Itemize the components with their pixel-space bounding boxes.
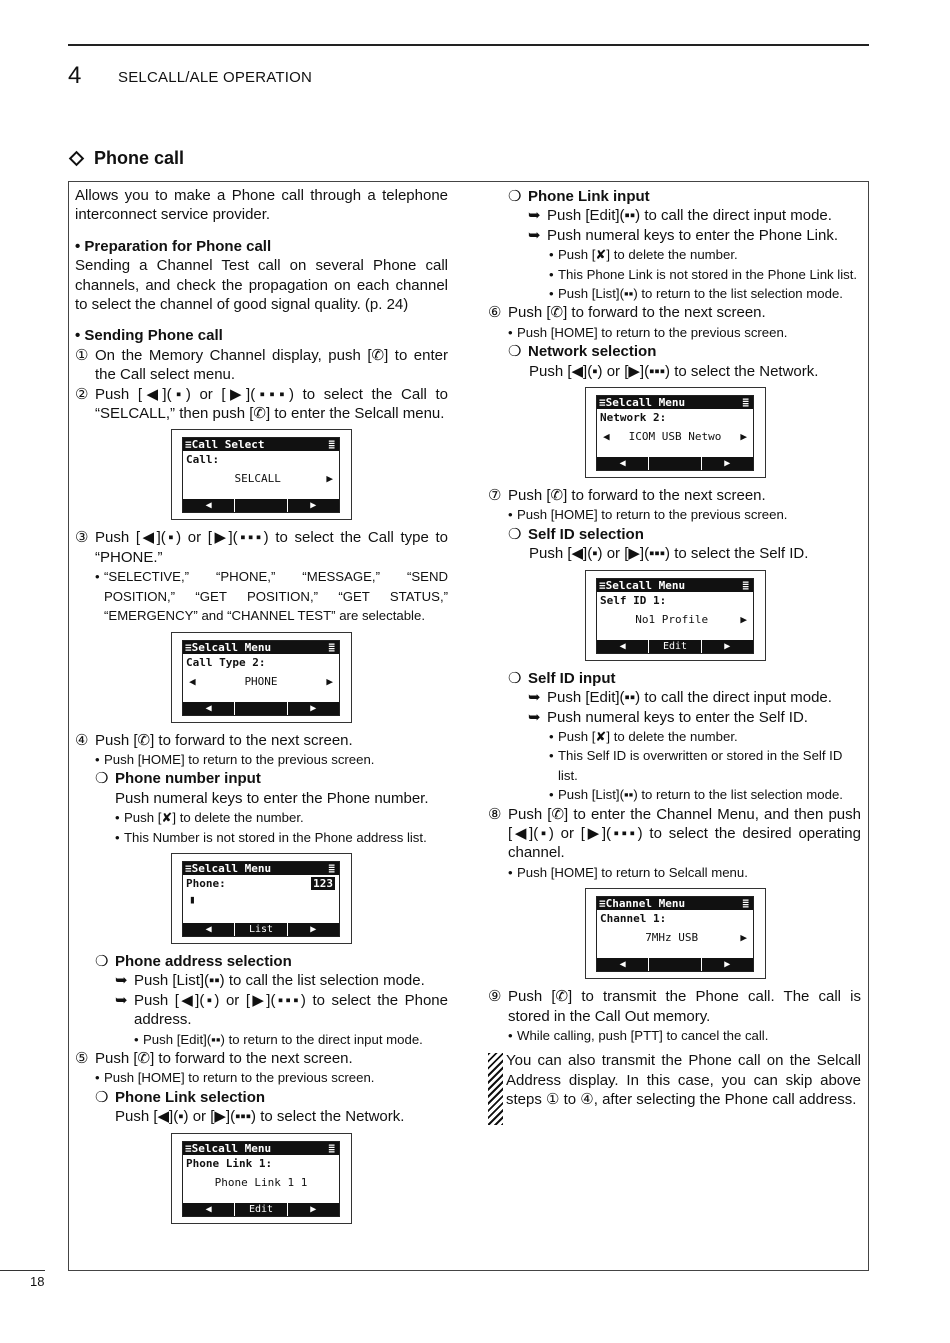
lcd-call-type: ≡Selcall Menu ≣ Call Type 2: ◀ PHONE ▶ ◀ ▶ xyxy=(171,632,352,723)
step-7-note: • Push [HOME] to return to the previous screen. xyxy=(508,507,788,523)
step-3: ③ Push [◀](▪) or [▶](▪▪▪) to select the Call type to “PHONE.” xyxy=(75,529,448,566)
lcd-phone-link: ≡Selcall Menu ≣ Phone Link 1: Phone Link 1 1 ◀ Edit ▶ xyxy=(171,1133,352,1224)
step-5: ⑤ Push [✆] to forward to the next screen. xyxy=(75,1049,353,1067)
step-9-note: • While calling, push [PTT] to cancel the call. xyxy=(508,1027,769,1043)
pni-note-b: • This Number is not stored in the Phone address list. xyxy=(115,829,427,845)
pli-b: ➥ Push numeral keys to enter the Phone Link. xyxy=(528,226,839,244)
page-number: 18 xyxy=(30,1274,45,1289)
pas-b: ➥ Push [◀](▪) or [▶](▪▪▪) to select the Phone address. xyxy=(115,991,448,1029)
step-9: ⑨ Push [✆] to transmit the Phone call. The call is stored in the Call Out memory. xyxy=(488,988,861,1025)
step-5-note: • Push [HOME] to return to the previous screen. xyxy=(95,1070,375,1086)
pls-body: Push [◀](▪) or [▶](▪▪▪) to select the Network. xyxy=(115,1108,405,1126)
header-rule xyxy=(68,44,869,46)
self-id-input-heading: ❍ Self ID input xyxy=(508,669,616,687)
pas-c: • Push [Edit](▪▪) to return to the direct input mode. xyxy=(134,1031,423,1047)
pni-note-a: • Push [✘] to delete the number. xyxy=(115,810,304,826)
section-title: Phone call xyxy=(94,148,185,168)
chapter-title: SELCALL/ALE OPERATION xyxy=(118,69,312,86)
lcd-phone-input: ≡Selcall Menu ≣ Phone: 123 ▮ ◀ List ▶ xyxy=(171,853,352,944)
pli-a: ➥ Push [Edit](▪▪) to call the direct input mode. xyxy=(528,207,832,225)
step-6-note: • Push [HOME] to return to the previous screen. xyxy=(508,324,788,340)
diamond-icon xyxy=(69,151,85,167)
sid-body: Push [◀](▪) or [▶](▪▪▪) to select the Self ID. xyxy=(529,545,809,563)
pas-a: ➥ Push [List](▪▪) to call the list selection mode. xyxy=(115,972,425,990)
send-heading: • Sending Phone call xyxy=(75,327,223,345)
step-3-note: • “SELECTIVE,” “PHONE,” “MESSAGE,” “SEND POSITION,” “GET POSITION,” “GET STATUS,” “EMERGENCY” and “CHANNEL TEST” are selectable. xyxy=(95,569,448,624)
left-column xyxy=(75,186,448,1232)
step-8: ⑧ Push [✆] to enter the Channel Menu, and then push [◀](▪) or [▶](▪▪▪) to select the desired operating channel. xyxy=(488,805,861,862)
step-4-note: • Push [HOME] to return to the previous screen. xyxy=(95,751,375,767)
prep-body: Sending a Channel Test call on several Phone call channels, and check the propagation on each channel to select the channel of good signal quality. (p. 24) xyxy=(75,257,448,314)
step-6: ⑥ Push [✆] to forward to the next screen. xyxy=(488,304,766,322)
lcd-network: ≡Selcall Menu ≣ Network 2: ◀ ICOM USB Netwo ▶ ◀ ▶ xyxy=(585,387,766,478)
step-8-note: • Push [HOME] to return to Selcall menu. xyxy=(508,864,748,880)
section-heading xyxy=(68,148,184,169)
phone-number-input-heading: ❍ Phone number input xyxy=(95,770,261,788)
pli-e: • Push [List](▪▪) to return to the list selection mode. xyxy=(549,286,843,302)
sii-b: ➥ Push numeral keys to enter the Self ID. xyxy=(528,708,808,726)
step-2: ② Push [◀](▪) or [▶](▪▪▪) to select the Call to “SELCALL,” then push [✆] to enter the Selcall menu. xyxy=(75,385,448,423)
step-4: ④ Push [✆] to forward to the next screen. xyxy=(75,731,353,749)
lcd-self-id: ≡Selcall Menu ≣ Self ID 1: No1 Profile ▶ ◀ Edit ▶ xyxy=(585,570,766,661)
phone-number-input-body: Push numeral keys to enter the Phone number. xyxy=(115,789,429,807)
ns-body: Push [◀](▪) or [▶](▪▪▪) to select the Network. xyxy=(529,362,819,380)
prep-heading: • Preparation for Phone call xyxy=(75,237,272,255)
pli-c: • Push [✘] to delete the number. xyxy=(549,247,738,263)
sii-a: ➥ Push [Edit](▪▪) to call the direct input mode. xyxy=(528,689,832,707)
step-7: ⑦ Push [✆] to forward to the next screen. xyxy=(488,487,766,505)
lcd-channel: ≡Channel Menu ≣ Channel 1: 7MHz USB ▶ ◀ ▶ xyxy=(585,888,766,979)
intro-text: Allows you to make a Phone call through a telephone interconnect service provider. xyxy=(75,187,448,224)
chapter-number: 4 xyxy=(68,62,82,89)
phone-link-input-heading: ❍ Phone Link input xyxy=(508,188,650,205)
right-column xyxy=(488,187,861,1110)
phone-link-selection-heading: ❍ Phone Link selection xyxy=(95,1088,266,1106)
sii-c: • Push [✘] to delete the number. xyxy=(549,728,738,744)
phone-address-heading: ❍ Phone address selection xyxy=(95,952,292,970)
hint-hatch-icon xyxy=(488,1053,503,1125)
self-id-selection-heading: ❍ Self ID selection xyxy=(508,525,644,543)
pli-d: • This Phone Link is not stored in the Phone Link list. xyxy=(549,266,858,282)
page-number-rule xyxy=(0,1270,45,1271)
hint-note: You can also transmit the Phone call on the Selcall Address display. In this case, you can skip above steps ① to ④, after selecting the Phone call address. xyxy=(488,1051,861,1109)
sii-d: • This Self ID is overwritten or stored in the Self ID list. xyxy=(549,748,843,783)
network-selection-heading: ❍ Network selection xyxy=(508,343,657,361)
step-1: ① On the Memory Channel display, push [✆] to enter the Call select menu. xyxy=(75,346,448,384)
sii-e: • Push [List](▪▪) to return to the list selection mode. xyxy=(549,787,843,803)
lcd-call-select: ≡Call Select ≣ Call: SELCALL ▶ ◀ ▶ xyxy=(171,429,352,520)
